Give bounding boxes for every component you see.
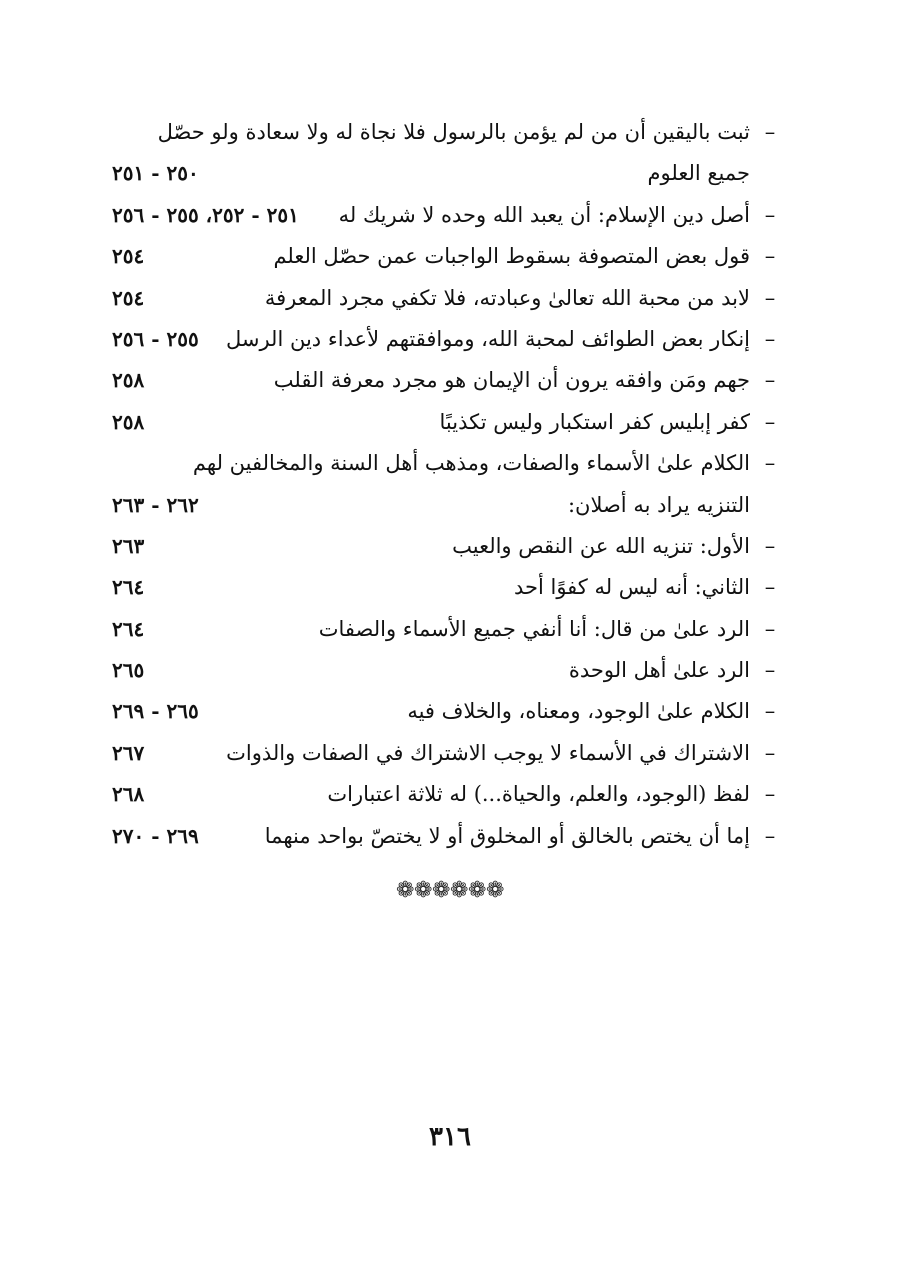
index-entry (112, 567, 780, 608)
entry-pages: ٢٥٥ - ٢٥٦ (112, 326, 199, 351)
floral-ornament-icon (0, 878, 900, 903)
index-line (112, 195, 780, 236)
entry-dash: – (764, 285, 776, 310)
entry-dash: – (764, 782, 776, 807)
entry-text: إنكار بعض الطوائف لمحبة الله، وموافقتهم لأعداء دين الرسل (225, 326, 750, 351)
index-entry (112, 360, 780, 401)
entry-dash: – (764, 409, 776, 434)
entry-text: الرد علىٰ أهل الوحدة (568, 658, 750, 683)
index-entry (112, 691, 780, 732)
index-line (112, 360, 780, 401)
index-entry (112, 609, 780, 650)
index-line (112, 691, 780, 732)
ornament-glyph-icon: ❁ (396, 878, 416, 903)
entry-pages: ٢٥١ - ٢٥٢، ٢٥٥ - ٢٥٦ (112, 202, 299, 227)
index-line (112, 816, 780, 857)
index-line (112, 443, 780, 484)
entry-text: أصل دين الإسلام: أن يعبد الله وحده لا شريك له (338, 202, 750, 227)
entry-pages: ٢٦٥ - ٢٦٩ (112, 699, 199, 724)
entry-dash: – (764, 823, 776, 848)
ornament-glyph-icon: ❁ (450, 878, 470, 903)
entry-pages: ٢٦٧ (112, 740, 145, 765)
entry-text: الرد علىٰ من قال: أنا أنفي جميع الأسماء والصفات (318, 616, 750, 641)
entry-pages: ٢٦٤ (112, 575, 145, 600)
index-entry (112, 774, 780, 815)
entry-text: جهم ومَن وافقه يرون أن الإيمان هو مجرد معرفة القلب (273, 368, 750, 393)
entry-dash: – (764, 368, 776, 393)
entry-pages: ٢٦٨ (112, 782, 145, 807)
index-line (112, 153, 780, 194)
entry-text: الثاني: أنه ليس له كفوًا أحد (513, 575, 750, 600)
index-entry (112, 278, 780, 319)
entry-text: كفر إبليس كفر استكبار وليس تكذيبًا (439, 409, 750, 434)
index-line (112, 650, 780, 691)
entry-text: الكلام علىٰ الأسماء والصفات، ومذهب أهل السنة والمخالفين لهم (192, 451, 750, 476)
entry-dash: – (764, 120, 776, 144)
ornament-glyph-icon: ❁ (468, 878, 488, 903)
ornament-glyph-icon: ❁ (432, 878, 452, 903)
entry-dash: – (764, 202, 776, 227)
index-entry (112, 319, 780, 360)
entry-dash: – (764, 699, 776, 724)
index-line (112, 526, 780, 567)
entry-pages: ٢٦٢ - ٢٦٣ (112, 492, 199, 517)
entry-pages: ٢٥٤ (112, 285, 145, 310)
entry-text: إما أن يختص بالخالق أو المخلوق أو لا يختصّ بواحد منهما (264, 823, 750, 848)
index-line (112, 402, 780, 443)
entry-dash: – (764, 658, 776, 683)
index-entry (112, 112, 780, 195)
index-line (112, 236, 780, 277)
entry-text: التنزيه يراد به أصلان: (567, 492, 750, 517)
entry-dash: – (764, 244, 776, 269)
entry-text: الأول: تنزيه الله عن النقص والعيب (452, 533, 750, 558)
index-entry (112, 236, 780, 277)
index-line (112, 485, 780, 526)
index-line (112, 567, 780, 608)
entry-pages: ٢٥٠ - ٢٥١ (112, 161, 199, 186)
index-entry (112, 733, 780, 774)
entry-text: جميع العلوم (647, 161, 750, 186)
entry-pages: ٢٦٩ - ٢٧٠ (112, 823, 199, 848)
entry-pages: ٢٦٥ (112, 658, 145, 683)
index-list (112, 112, 780, 857)
ornament-glyph-icon: ❁ (414, 878, 434, 903)
index-entry (112, 816, 780, 857)
entry-dash: – (764, 326, 776, 351)
ornament-glyph-icon: ❁ (486, 878, 506, 903)
entry-dash: – (764, 451, 776, 476)
page-number: ٣١٦ (429, 1122, 471, 1152)
index-line (112, 278, 780, 319)
index-entry (112, 650, 780, 691)
index-line (112, 112, 780, 153)
entry-text: ثبت باليقين أن من لم يؤمن بالرسول فلا نجاة له ولا سعادة ولو حصّل (157, 120, 750, 144)
index-line (112, 733, 780, 774)
index-entry (112, 402, 780, 443)
index-line (112, 774, 780, 815)
entry-pages: ٢٦٤ (112, 616, 145, 641)
index-line (112, 609, 780, 650)
entry-text: قول بعض المتصوفة بسقوط الواجبات عمن حصّل العلم (273, 244, 750, 269)
index-entry (112, 526, 780, 567)
entry-text: لابد من محبة الله تعالىٰ وعبادته، فلا تكفي مجرد المعرفة (264, 285, 750, 310)
entry-dash: – (764, 616, 776, 641)
entry-text: لفظ (الوجود، والعلم، والحياة...) له ثلاثة اعتبارات (327, 782, 750, 807)
index-entry (112, 195, 780, 236)
entry-dash: – (764, 533, 776, 558)
entry-pages: ٢٥٨ (112, 409, 145, 434)
entry-pages: ٢٥٨ (112, 368, 145, 393)
entry-dash: – (764, 740, 776, 765)
entry-pages: ٢٥٤ (112, 244, 145, 269)
entry-text: الكلام علىٰ الوجود، ومعناه، والخلاف فيه (407, 699, 750, 724)
entry-pages: ٢٦٣ (112, 533, 145, 558)
index-entry (112, 443, 780, 526)
index-line (112, 319, 780, 360)
entry-text: الاشتراك في الأسماء لا يوجب الاشتراك في الصفات والذوات (226, 740, 750, 765)
entry-dash: – (764, 575, 776, 600)
